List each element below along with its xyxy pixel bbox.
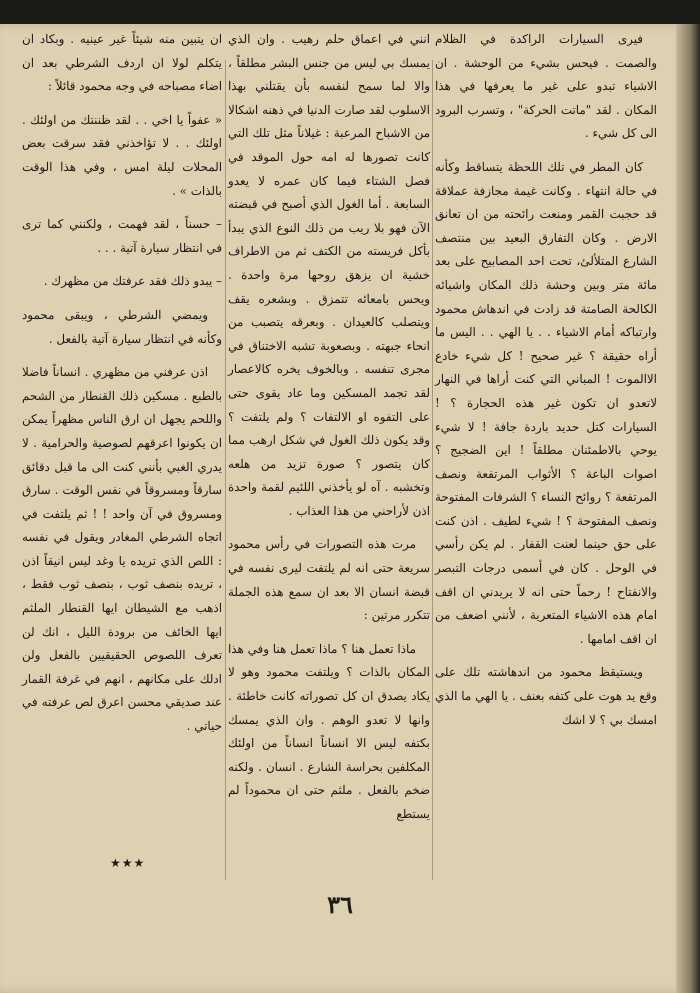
text-column-left: [22, 28, 222, 749]
paragraph: – يبدو ذلك فقد عرفتك من مظهرك .: [43, 274, 222, 289]
paragraph: ماذا تعمل هنا ؟ ماذا تعمل هنا وفي هذا المكان بالذات ؟ ويلتفت محمود وهو لا يكاد يصدق ان كل تصوراته كانت خاطئة . وانها لا تعدو الوهم . وان الذي يمسك بكتفه ليس الا انساناً انساناً من اولئك المكلفين بحراسة الشارع . انسان . ولكنه ضخم بالفعل . ملثم حتى ان محموداً لم يستطع: [228, 641, 430, 821]
text-column-right: [435, 28, 657, 742]
paragraph: مرت هذه التصورات في رأس محمود سريعة حتى انه لم يلتفت ليرى نفسه في قبضة انسان الا بعد ان سمع هذه الجملة تتكرر مرتين :: [228, 537, 430, 623]
paragraph: ويمضي الشرطي ، ويبقى محمود وكأنه في انتظار سيارة آتية بالفعل .: [22, 307, 222, 346]
paragraph: فيرى السيارات الراكدة في الظلام والصمت . فيحس بشيء من الوحشة . ان الاشياء تبدو على غير ما يعرفها في هذا المكان . لقد "ماتت الحركة" ، وتسرب البرود الى كل شيء .: [435, 32, 657, 141]
column-divider: [432, 60, 433, 880]
paragraph: اذن عرفني من مظهري . انساناً فاضلا بالطبع . مسكين ذلك القنطار من الشحم واللحم يجهل ان ارق الناس مظهراً يمكن ان يكونوا اعرقهم لصوصية والحرامية . لا يدري الغبي بأنني كنت الى ما قبل دقائق سارقاً ومسروقاً في نفس الوقت . سارق ومسروق في آن واحد ! ! ثم يلتفت في اتجاه الشرطي المغادر ويقول في نفسه : اللص الذي تريده يا وغد ليس انيقاً اذن ، تريده بنصف ثوب ، بنصف ثوب فقط ، اذهب مع الشيطان ايها القنطار الملثم ايها الخائف من برودة الليل ، انك لن تعرف اللصوص الحقيقيين بالفعل ولن ادلك على مكانهم ، انهم في غرفة القمار عند صديقي محسن اعرق لص عرفته في حياتي .: [22, 365, 222, 734]
page-edge: [676, 24, 700, 993]
paragraph: – حسناً ، لقد فهمت ، ولكنني كما ترى في انتظار سيارة آتية . . .: [22, 217, 222, 255]
paragraph: ويستيقظ محمود من اندهاشته تلك على وقع يد هوت على كتفه بعنف . يا الهي ما الذي امسك بي ؟ لا اشك: [435, 665, 657, 727]
paragraph: كان المطر في تلك اللحظة يتساقط وكأنه في حالة انتهاء . وكانت غيمة مجازفة عملاقة قد حجبت القمر ومنعت رائحته من ان تعانق الارض . وكان التفارق البعيد بين منتصف الشارع المتلألئ، تحت احد المصابيح على بعد مائة متر وبين وحشة ذلك المكان واشيائه الكالحة الصامتة قد زادت في اندهاش محمود وارتباكه أمام الاشياء . . يا الهي . . اليس ما أراه حقيقة ؟ غير صحيح ! كل شيء خادع الاالموت ! المباني التي كنت أراها في النهار لاتعدو ان تكون غير هذه الحجارة ؟ ! السيارات كتل حديد باردة جافة ! لا شيء يوحي بالاطمئنان مطلقاً ! اين الضجيج ؟ اصوات الباعة ؟ الأثواب المرتفعة ونصف المرتفعة ؟ روائح النساء ؟ الشرفات المفتوحة ونصف المفتوحة ؟ ! شيء لطيف . اذن كنت على حق حينما لعنت القفار . لم يكن رأسي في الوحل . كان في أسمى درجات التبصر والانفتاح ! رحماً حتى انه لا يريدني ان اقف امام هذه الاشياء المتعرية ، لأنني اضعف من ان اقف امامها .: [435, 159, 657, 646]
column-divider: [225, 60, 226, 880]
paragraph: انني في اعماق حلم رهيب . وان الذي يمسك بي ليس من جنس البشر مطلقاً ، والا لما سمح لنفسه بأن يقتلني بهذا الاسلوب لقد صارت الدنيا في ذهنه اشكالا من الاشباح المرعبة : غيلاناً مثل تلك التي كانت تصورها له امه حول الموقد في فصل الشتاء فيما كان عمره لا يعدو السابعة . أما الغول الذي أصبح في قبضته الآن فهو بلا ريب من ذلك النوع الذي يبدأ بأكل فريسته من الكتف ثم من الاطراف خشية ان يزهق روحها مرة واحدة . ويحس بامعائه تتمزق . وبشعره يقف ويتصلب كالعيدان . وبعرقه يتصبب من انحاء جبهته . وبصعوبة تشبه الاختناق في مجرى تنفسه . وبالخوف يخره كالاعصار لقد تجمد المسكين وما عاد يقوى حتى على التفوه او الالتفات ؟ ولم يلتفت ؟ وقد يكون ذلك الغول في شكل ارهب مما كان يتصور ؟ صورة تزيد من هلعه وتخشبه . آه لو يأخذني اللئيم لقمة واحدة اذن لأراحني من هذا العذاب .: [228, 32, 430, 518]
end-marker: ★★★: [110, 856, 146, 870]
paragraph: « عفواً يا اخي . . لقد ظننتك من اولئك . اولئك . . لا تؤاخذني فقد سرقت بعض المحلات ليلة امس ، وفي هذا الوقت بالذات » .: [22, 112, 222, 198]
paragraph: ان يتبين منه شيئاً غير عينيه . وبكاد ان يتكلم لولا ان اردف الشرطي بعد ان اضاء مصباحه في وجه محمود قائلاً :: [22, 32, 222, 94]
text-column-middle: [228, 28, 430, 837]
page-number: ٣٦: [327, 890, 353, 919]
